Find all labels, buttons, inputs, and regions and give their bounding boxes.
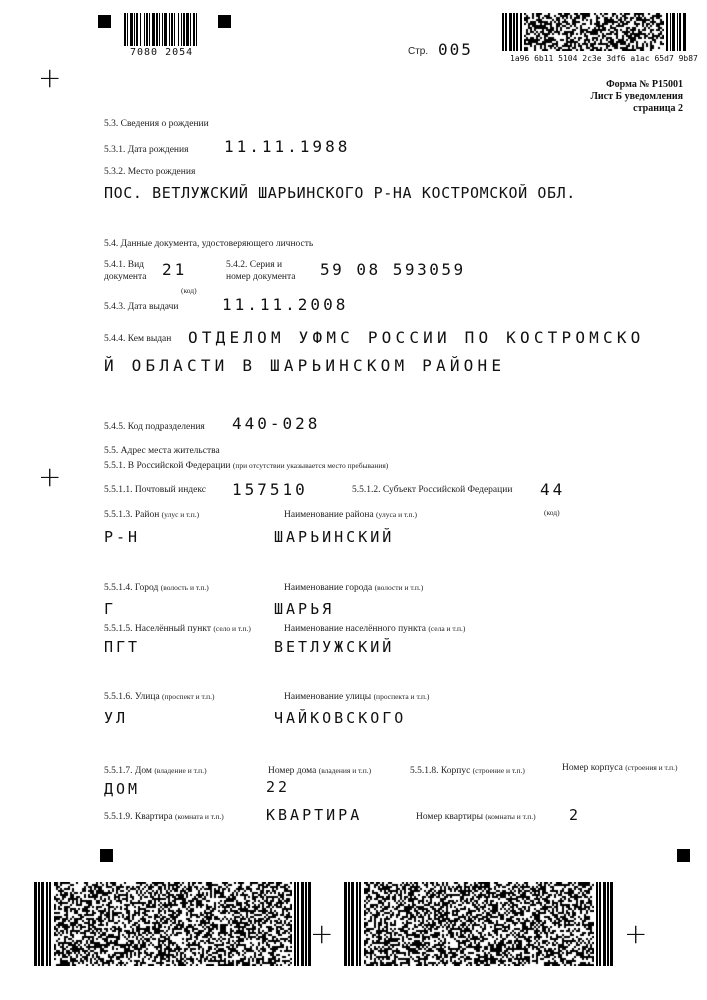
crosshair-mark: + xyxy=(38,61,62,94)
form-header xyxy=(590,79,683,115)
city-name-value: ШАРЬЯ xyxy=(274,600,335,618)
unit-code-label: 5.4.5. Код подразделения xyxy=(104,422,205,432)
street-note: (проспект и т.п.) xyxy=(162,692,215,701)
barcode-bar xyxy=(136,13,138,46)
barcode-bar xyxy=(171,13,173,46)
series-label-line2: номер документа xyxy=(226,272,296,282)
doc-type-label-line1: 5.4.1. Вид xyxy=(104,260,145,270)
subject-code-label: (код) xyxy=(544,508,560,517)
barcode-bar xyxy=(359,882,361,966)
settlement-name-note: (села и т.п.) xyxy=(428,624,466,633)
barcode-bar xyxy=(520,13,522,51)
house-label-text: 5.5.1.7. Дом xyxy=(104,766,152,776)
house-note: (владение и т.п.) xyxy=(154,766,207,775)
unit-code-value: 440-028 xyxy=(232,414,321,433)
house-number-note: (владения и т.п.) xyxy=(318,766,372,775)
barcode-bar xyxy=(124,13,126,46)
barcode-bar xyxy=(174,13,175,46)
crosshair-mark: + xyxy=(310,917,334,950)
barcode-guard-bars xyxy=(666,13,687,51)
registration-mark xyxy=(677,849,690,862)
house-number-value: 22 xyxy=(266,778,291,796)
barcode-bar xyxy=(196,13,197,46)
issued-by-label: 5.4.4. Кем выдан xyxy=(104,334,172,344)
flat-note: (комната и т.п.) xyxy=(175,812,224,821)
page-number: 005 xyxy=(438,40,473,59)
flat-type-value: КВАРТИРА xyxy=(266,806,363,824)
barcode-bar xyxy=(596,882,598,966)
2d-barcode-footer-left xyxy=(34,882,312,966)
section-address-label: 5.5. Адрес места жительства xyxy=(104,446,220,456)
flat-number-note: (комнаты и т.п.) xyxy=(485,812,536,821)
issue-date-label: 5.4.3. Дата выдачи xyxy=(104,302,179,312)
barcode-bar xyxy=(193,13,195,46)
house-number-label xyxy=(268,766,371,776)
settlement-label-text: 5.5.1.5. Населённый пункт xyxy=(104,624,212,634)
barcode-bar xyxy=(49,882,51,966)
2d-barcode-footer-right xyxy=(344,882,614,966)
district-type-value: Р-Н xyxy=(104,528,141,546)
barcode-bar xyxy=(169,13,170,46)
barcode-bar xyxy=(672,13,675,51)
barcode-guard-bars xyxy=(502,13,522,51)
barcode-bar xyxy=(190,13,191,46)
barcode-bar xyxy=(599,882,601,966)
linear-barcode xyxy=(124,13,212,46)
flat-number-label-text: Номер квартиры xyxy=(416,812,483,822)
house-number-label-text: Номер дома xyxy=(268,766,317,776)
issue-date-value: 11.11.2008 xyxy=(222,295,349,314)
subject-value: 44 xyxy=(540,480,566,499)
house-label xyxy=(104,766,207,776)
2d-barcode xyxy=(524,13,664,51)
settlement-name-label xyxy=(284,624,465,634)
barcode-bar xyxy=(351,882,354,966)
street-label-text: 5.5.1.6. Улица xyxy=(104,692,160,702)
doc-type-label-line2: документа xyxy=(104,272,147,282)
barcode-bar xyxy=(683,13,686,51)
birth-date-value: 11.11.1988 xyxy=(224,137,351,156)
barcode-bar xyxy=(610,882,613,966)
district-label-text: 5.5.1.3. Район xyxy=(104,510,160,520)
postal-code-label: 5.5.1.1. Почтовый индекс xyxy=(104,485,206,495)
street-name-note: (проспекта и т.п.) xyxy=(373,692,430,701)
barcode-bar xyxy=(34,882,37,966)
barcode-bar xyxy=(178,13,179,46)
district-name-label xyxy=(284,510,417,520)
street-name-label xyxy=(284,692,429,702)
city-type-value: Г xyxy=(104,600,117,618)
city-label-text: 5.5.1.4. Город xyxy=(104,583,159,593)
house-type-value: ДОМ xyxy=(104,780,141,798)
subject-label: 5.5.1.2. Субъект Российской Федерации xyxy=(352,485,513,495)
barcode-bar xyxy=(301,882,304,966)
address-rf-note: (при отсутствии указывается место пребывания) xyxy=(232,461,389,470)
district-label xyxy=(104,510,199,520)
series-label xyxy=(226,259,296,283)
barcode-hash: 1a96 6b11 5104 2c3e 3df6 a1ac 65d7 9b87 xyxy=(510,54,698,63)
flat-label xyxy=(104,812,224,822)
registration-mark xyxy=(98,15,111,28)
building-number-label xyxy=(562,763,678,773)
flat-number-value: 2 xyxy=(569,806,582,824)
building-number-label-text: Номер корпуса xyxy=(562,763,623,773)
postal-code-value: 157510 xyxy=(232,480,308,499)
barcode-guard-bars xyxy=(596,882,614,966)
building-note: (строение и т.п.) xyxy=(472,766,525,775)
settlement-name-label-text: Наименование населённого пункта xyxy=(284,624,426,634)
barcode-bar xyxy=(297,882,299,966)
doc-type-code-label: (код) xyxy=(181,286,197,295)
birth-place-label: 5.3.2. Место рождения xyxy=(104,167,196,177)
crosshair-mark: + xyxy=(38,460,62,493)
barcode-bar xyxy=(305,882,307,966)
sheet-page: страница 2 xyxy=(633,103,683,114)
section-identity-label: 5.4. Данные документа, удостоверяющего личность xyxy=(104,239,314,249)
barcode-bar xyxy=(348,882,350,966)
city-note: (волость и т.п.) xyxy=(160,583,209,592)
sheet-name: Лист Б уведомления xyxy=(590,91,683,102)
barcode-bar xyxy=(127,13,128,46)
district-name-value: ШАРЬИНСКИЙ xyxy=(274,528,395,546)
barcode-bar xyxy=(159,13,160,46)
barcode-guard-bars xyxy=(344,882,362,966)
barcode-bar xyxy=(134,13,135,46)
barcode-guard-bars xyxy=(34,882,52,966)
building-label-text: 5.5.1.8. Корпус xyxy=(410,766,471,776)
2d-barcode xyxy=(364,882,594,966)
barcode-bar xyxy=(516,13,518,51)
registration-mark xyxy=(218,15,231,28)
district-note: (улус и т.п.) xyxy=(161,510,200,519)
doc-type-value: 21 xyxy=(162,260,188,279)
2d-barcode xyxy=(54,882,292,966)
barcode-bar xyxy=(607,882,609,966)
barcode-bar xyxy=(152,13,155,46)
building-number-note: (строения и т.п.) xyxy=(625,763,678,772)
city-name-label-text: Наименование города xyxy=(284,583,373,593)
barcode-bar xyxy=(156,13,158,46)
flat-label-text: 5.5.1.9. Квартира xyxy=(104,812,173,822)
series-value: 59 08 593059 xyxy=(320,260,466,279)
building-label xyxy=(410,766,525,776)
settlement-type-value: ПГТ xyxy=(104,638,141,656)
series-label-line1: 5.4.2. Серия и xyxy=(226,260,283,270)
street-name-label-text: Наименование улицы xyxy=(284,692,372,702)
city-label xyxy=(104,583,209,593)
settlement-name-value: ВЕТЛУЖСКИЙ xyxy=(274,638,395,656)
address-rf-label xyxy=(104,461,388,471)
barcode-bar xyxy=(140,13,141,46)
barcode-bar xyxy=(130,13,133,46)
barcode-bar xyxy=(162,13,163,46)
barcode-bar xyxy=(294,882,296,966)
birth-date-label: 5.3.1. Дата рождения xyxy=(104,145,189,155)
barcode-bar xyxy=(356,882,358,966)
barcode-bar xyxy=(38,882,40,966)
barcode-bar xyxy=(146,13,148,46)
street-label xyxy=(104,692,214,702)
barcode-bar xyxy=(144,13,145,46)
barcode-bar xyxy=(505,13,507,51)
street-name-value: ЧАЙКОВСКОГО xyxy=(274,709,407,727)
barcode-bar xyxy=(46,882,48,966)
barcode-bar xyxy=(502,13,504,51)
barcode-bar xyxy=(666,13,668,51)
barcode-bar xyxy=(513,13,515,51)
issued-by-line2: Й ОБЛАСТИ В ШАРЬИНСКОМ РАЙОНЕ xyxy=(104,356,506,375)
barcode-bar xyxy=(344,882,347,966)
crosshair-mark: + xyxy=(624,917,648,950)
barcode-bar xyxy=(183,13,185,46)
doc-type-label xyxy=(104,259,147,283)
barcode-bar xyxy=(149,13,150,46)
barcode-number: 7080 2054 xyxy=(130,47,194,58)
barcode-bar xyxy=(679,13,681,51)
barcode-bar xyxy=(603,882,606,966)
barcode-bar xyxy=(164,13,167,46)
form-name: Форма № Р15001 xyxy=(606,79,683,90)
settlement-note: (село и т.п.) xyxy=(213,624,251,633)
address-rf-label-text: 5.5.1. В Российской Федерации xyxy=(104,461,231,471)
barcode-bar xyxy=(186,13,189,46)
settlement-label xyxy=(104,624,251,634)
city-name-note: (волости и т.п.) xyxy=(374,583,424,592)
page-label: Стр. xyxy=(408,46,429,57)
district-name-label-text: Наименование района xyxy=(284,510,374,520)
barcode-bar xyxy=(677,13,678,51)
section-birth-label: 5.3. Сведения о рождении xyxy=(104,119,209,129)
registration-mark xyxy=(100,849,113,862)
2d-barcode-header xyxy=(502,13,687,51)
barcode-bar xyxy=(670,13,671,51)
city-name-label xyxy=(284,583,423,593)
barcode-bar xyxy=(41,882,44,966)
barcode-bar xyxy=(181,13,182,46)
flat-number-label xyxy=(416,812,536,822)
birth-place-value: ПОС. ВЕТЛУЖСКИЙ ШАРЬИНСКОГО Р-НА КОСТРОМСКОЙ ОБЛ. xyxy=(104,184,576,202)
street-type-value: УЛ xyxy=(104,709,129,727)
issued-by-line1: ОТДЕЛОМ УФМС РОССИИ ПО КОСТРОМСКО xyxy=(188,328,645,347)
barcode-bar xyxy=(509,13,512,51)
district-name-note: (улуса и т.п.) xyxy=(376,510,417,519)
